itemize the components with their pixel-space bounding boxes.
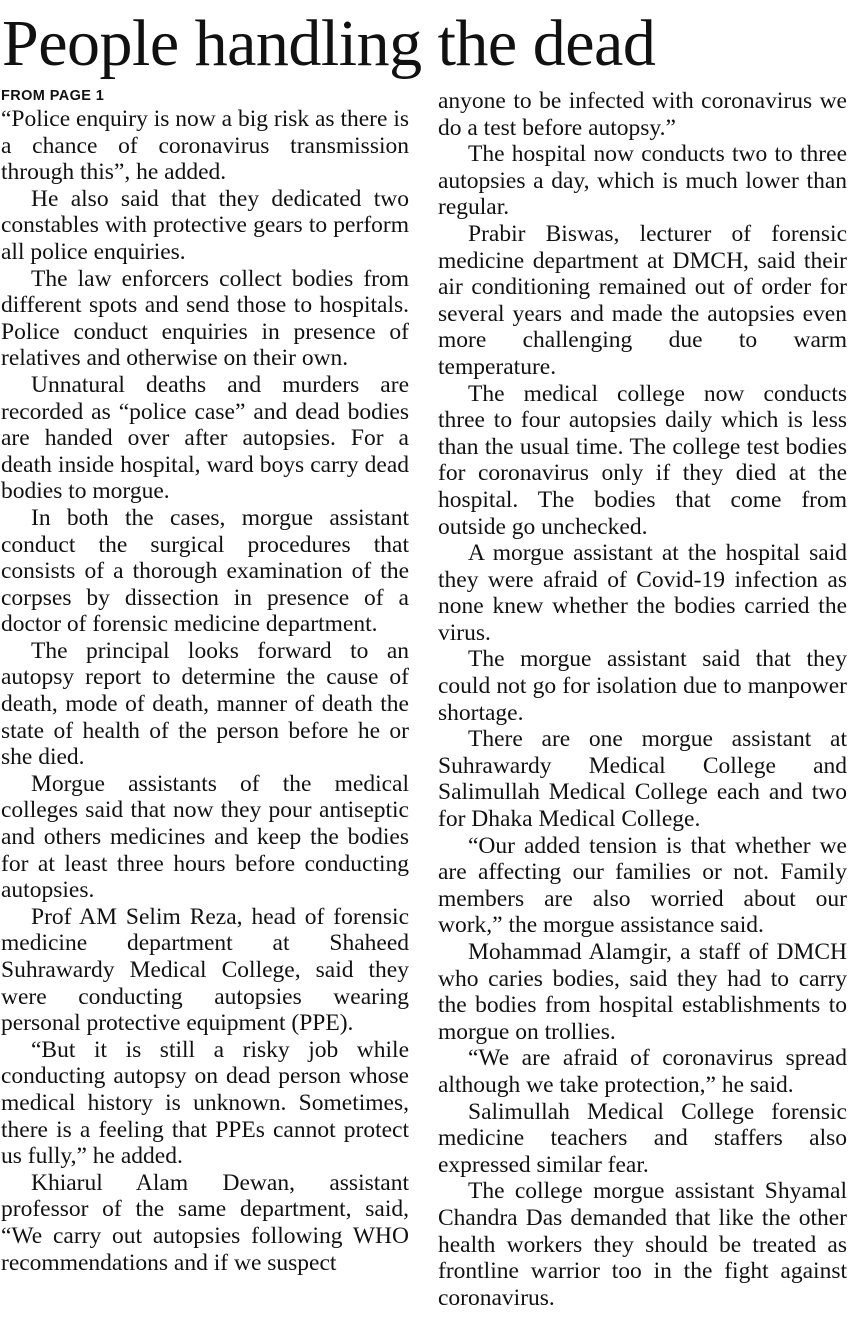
paragraph: The law enforcers collect bodies from different spots and send those to hospitals. Police conduct enquiries in presence of relatives and otherwise on their own. bbox=[1, 265, 409, 372]
paragraph: Unnatural deaths and murders are recorded as “police case” and dead bodies are handed over after autopsies. For a death inside hospital, ward boys carry dead bodies to morgue. bbox=[1, 371, 409, 505]
continued-paragraph: anyone to be infected with coronavirus we do a test before autopsy.” bbox=[438, 88, 847, 141]
continuation-kicker: FROM PAGE 1 bbox=[1, 88, 105, 104]
paragraph: The principal looks forward to an autopsy report to determine the cause of death, mode of death, manner of death the state of health of the person before he or she died. bbox=[1, 637, 409, 771]
paragraph: In both the cases, morgue assistant conduct the surgical procedures that consists of a thorough examination of the corpses by dissection in presence of a doctor of forensic medicine department. bbox=[1, 504, 409, 638]
paragraph: The medical college now conducts three to four autopsies daily which is less than the usual time. The college test bodies for coronavirus only if they died at the hospital. The bodies that come from outside go unchecked. bbox=[438, 380, 847, 540]
paragraph: Mohammad Alamgir, a staff of DMCH who caries bodies, said they had to carry the bodies from hospital establishments to morgue on trollies. bbox=[438, 939, 847, 1045]
paragraph: He also said that they dedicated two constables with protective gears to perform all police enquiries. bbox=[1, 185, 409, 265]
headline: People handling the dead bbox=[2, 7, 656, 80]
paragraph: “Our added tension is that whether we are affecting our families or not. Family members are also worried about our work,” the morgue assistance said. bbox=[438, 832, 847, 939]
right-column bbox=[438, 88, 847, 1311]
paragraph: The morgue assistant said that they could not go for isolation due to manpower shortage. bbox=[438, 646, 847, 726]
paragraph: There are one morgue assistant at Suhrawardy Medical College and Salimullah Medical College each and two for Dhaka Medical College. bbox=[438, 726, 847, 833]
paragraph: “Police enquiry is now a big risk as there is a chance of coronavirus transmission through this”, he added. bbox=[1, 106, 409, 186]
paragraph: The hospital now conducts two to three autopsies a day, which is much lower than regular. bbox=[438, 141, 847, 221]
paragraph: Prof AM Selim Reza, head of forensic medicine department at Shaheed Suhrawardy Medical College, said they were conducting autopsies wearing personal protective equipment (PPE). bbox=[1, 903, 409, 1037]
paragraph: A morgue assistant at the hospital said they were afraid of Covid-19 infection as none knew whether the bodies carried the virus. bbox=[438, 540, 847, 646]
paragraph: “We are afraid of coronavirus spread although we take protection,” he said. bbox=[438, 1045, 847, 1098]
paragraph: Prabir Biswas, lecturer of forensic medicine department at DMCH, said their air conditioning remained out of order for several years and made the autopsies even more challenging due to warm temperature. bbox=[438, 220, 847, 380]
paragraph: The college morgue assistant Shyamal Chandra Das demanded that like the other health workers they should be treated as frontline warrior too in the fight against coronavirus. bbox=[438, 1178, 847, 1311]
paragraph: “But it is still a risky job while conducting autopsy on dead person whose medical history is unknown. Sometimes, there is a feeling that PPEs cannot protect us fully,” he added. bbox=[1, 1036, 409, 1170]
left-column bbox=[1, 88, 409, 1276]
paragraph: Khiarul Alam Dewan, assistant professor of the same department, said, “We carry out autopsies following WHO recommendations and if we suspect bbox=[1, 1169, 409, 1276]
paragraph: Salimullah Medical College forensic medicine teachers and staffers also expressed similar fear. bbox=[438, 1098, 847, 1178]
paragraph: Morgue assistants of the medical colleges said that now they pour antiseptic and others medicines and keep the bodies for at least three hours before conducting autopsies. bbox=[1, 770, 409, 904]
